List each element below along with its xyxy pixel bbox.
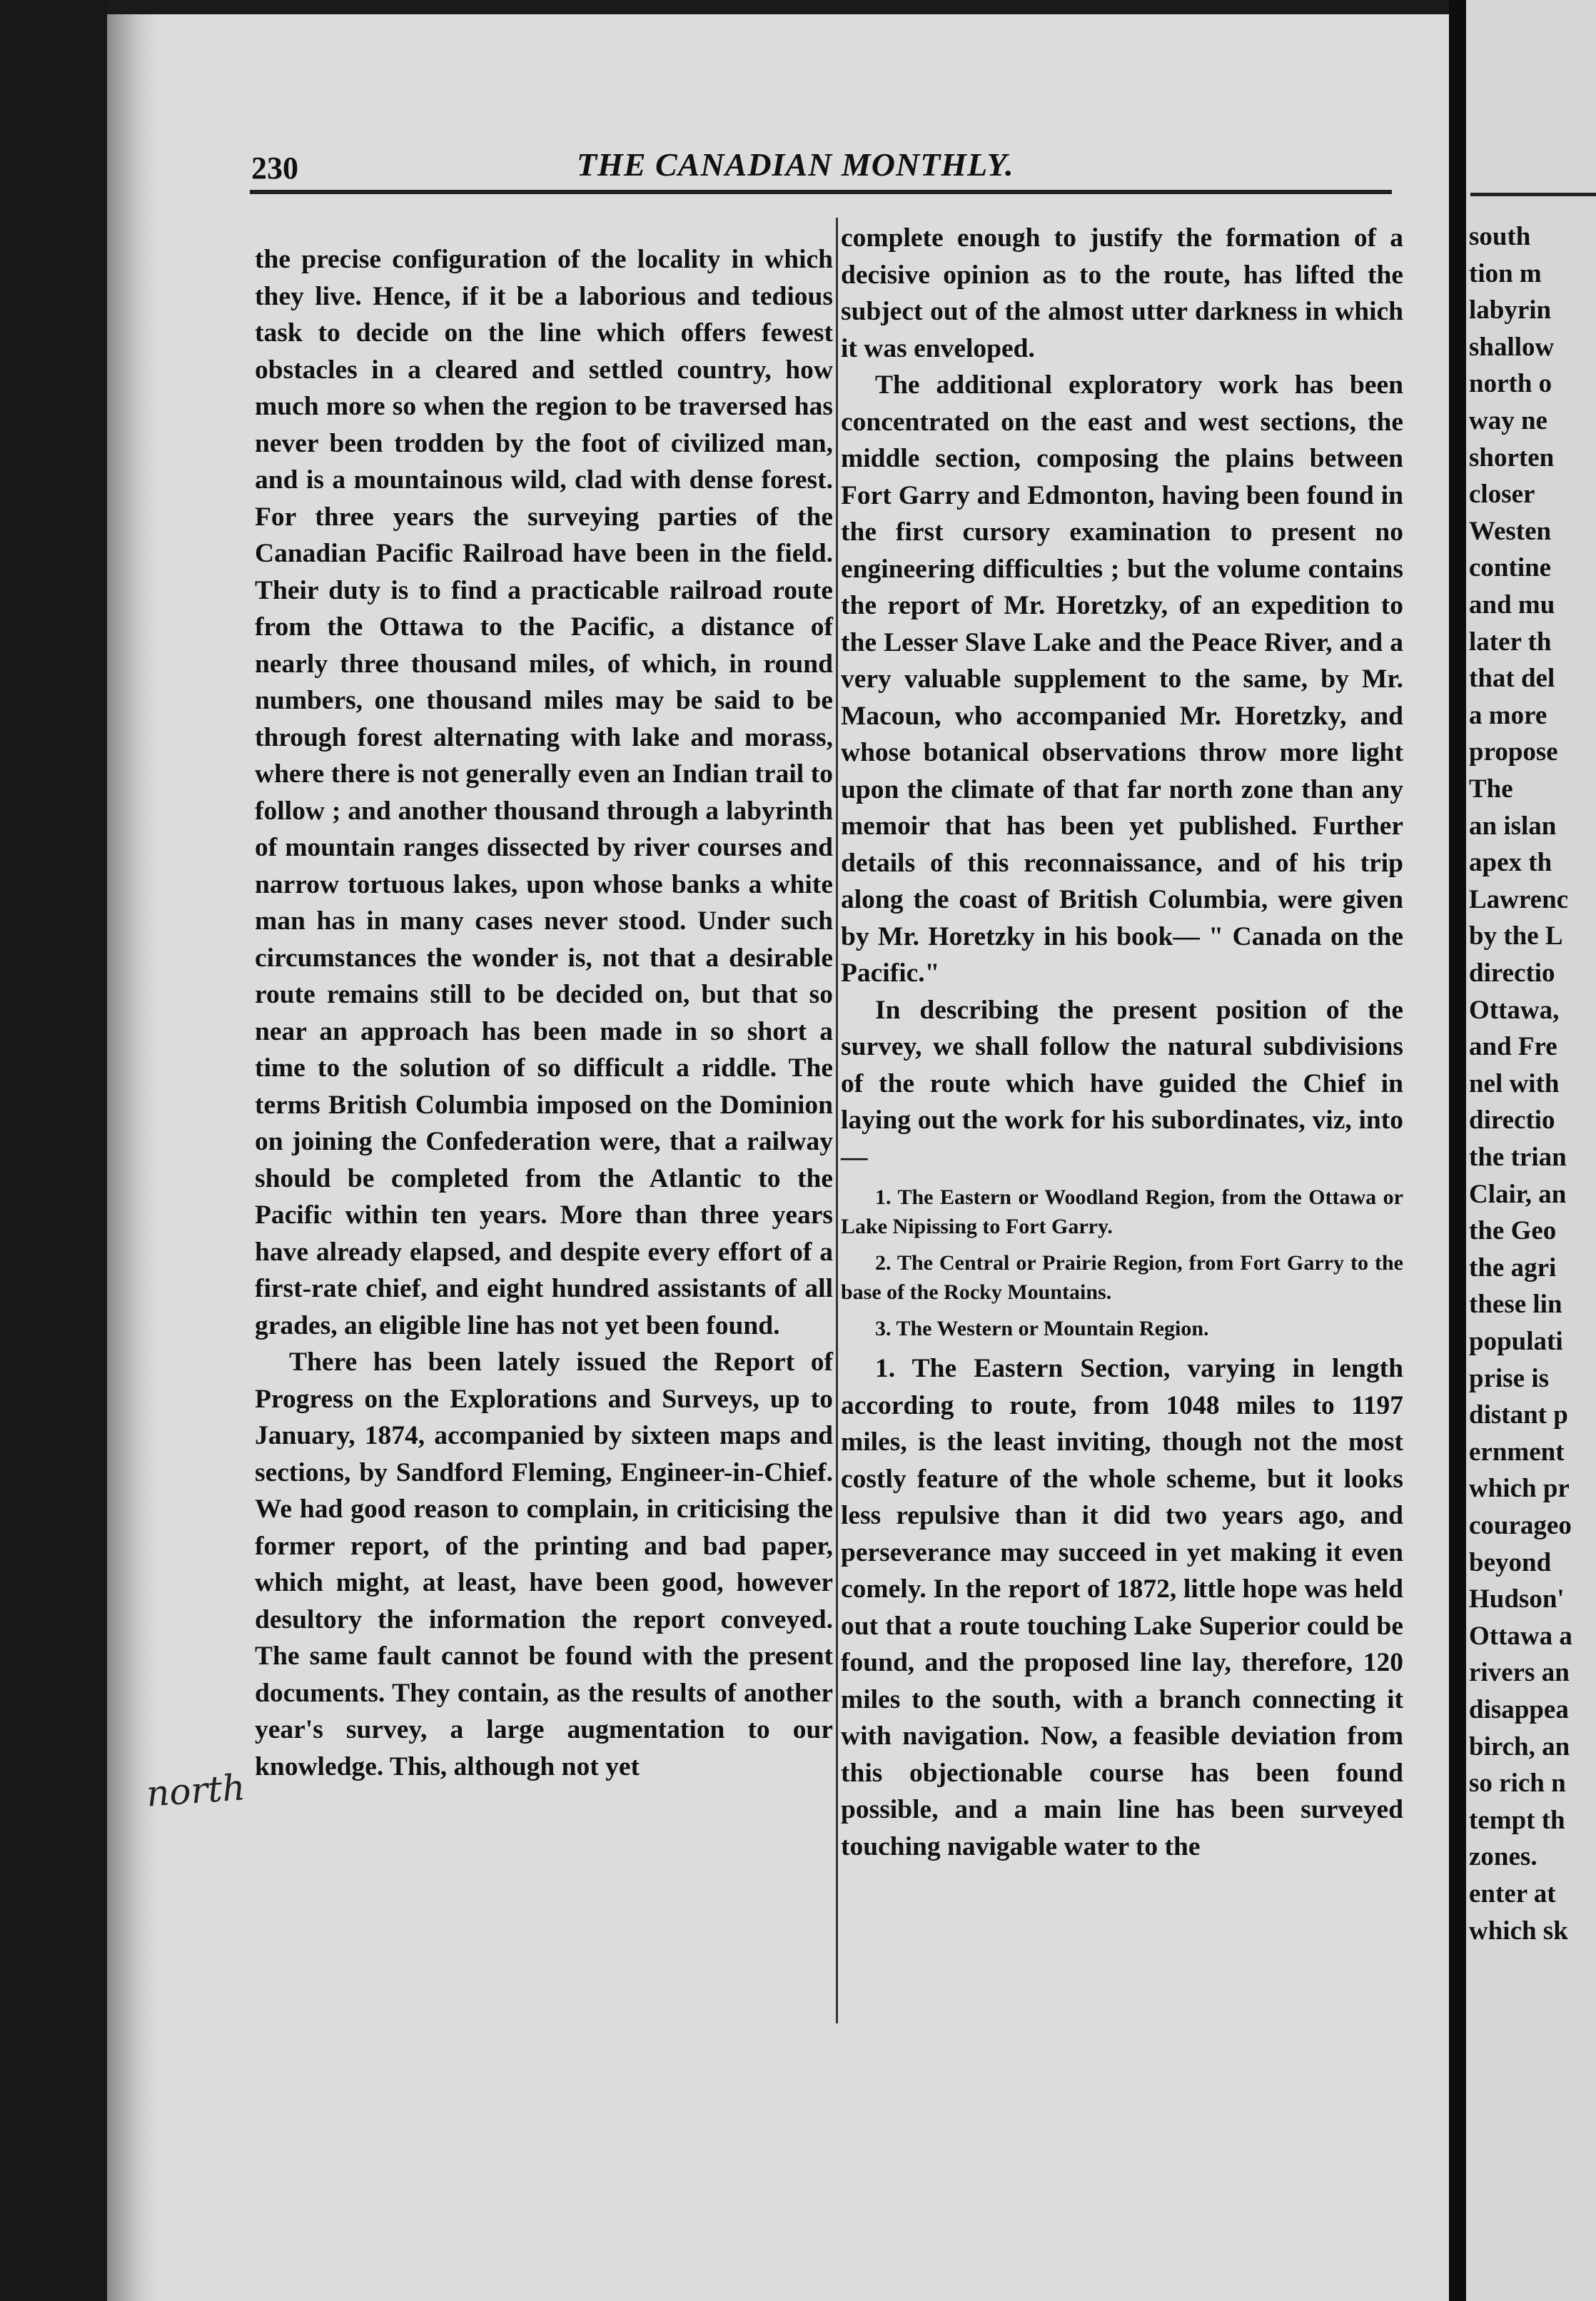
adjacent-page-line: so rich n — [1469, 1769, 1566, 1799]
adjacent-page-line: by the L — [1469, 921, 1563, 951]
adjacent-page-line: closer — [1469, 480, 1535, 510]
paragraph: the precise configuration of the locality in which they live. Hence, if it be a laborious and tedious task to decide on the line which offers fewest obstacles in a cleared and settled country, how much more so when the region to be traversed has never been trodden by the foot of civilized man, and is a mountainous wild, clad with dense forest. For three years the surveying parties of the Canadian Pacific Railroad have been in the field. Their duty is to find a practicable railroad route from the Ottawa to the Pacific, a distance of nearly three thousand miles, of which, in round numbers, one thousand miles may be said to be through forest alternating with lake and morass, where there is not generally even an Indian trail to follow ; and another thousand through a labyrinth of mountain ranges dissected by river courses and narrow tortuous lakes, upon whose banks a white man has in many cases never stood. Under such circumstances the wonder is, not that a desirable route remains still to be decided on, but that so near an approach has been made in so short a time to the solution of so difficult a riddle. The terms British Columbia imposed on the Dominion on joining the Confederation were, that a railway should be completed from the Atlantic to the Pacific within ten years. More than three years have already elapsed, and despite every effort of a first-rate chief, and eight hundred assistants of all grades, an eligible line has not yet been found. — [255, 245, 833, 1340]
adjacent-page-line: the agri — [1469, 1253, 1557, 1283]
adjacent-page-line: these lin — [1469, 1290, 1562, 1320]
book-binding-gutter — [1449, 0, 1466, 2301]
adjacent-page-line: Ottawa a — [1469, 1621, 1572, 1651]
adjacent-page-line: directio — [1469, 959, 1555, 988]
adjacent-page-line: a more — [1469, 700, 1547, 730]
adjacent-page-line: contine — [1469, 553, 1552, 583]
adjacent-page-line: populati — [1469, 1327, 1563, 1356]
adjacent-page-line: Ottawa, — [1469, 995, 1560, 1025]
adjacent-page-line: shallow — [1469, 332, 1555, 362]
adjacent-page-line: the trian — [1469, 1143, 1567, 1172]
paragraph: 1. The Eastern Section, varying in length according to route, from 1048 miles to 1197 miles, is the least inviting, though not the most costly feature of the whole scheme, but it looks less repulsive than it did two years ago, and perseverance may succeed in yet making it even comely. In the report of 1872, little hope was held out that a route touching Lake Superior could be found, and the proposed line lay, therefore, 120 miles to the south, with a branch connecting it with navigation. Now, a feasible deviation from this objectionable course has been found possible, and a main line has been surveyed touching navigable water to the — [841, 1354, 1403, 1861]
adjacent-page-line: and Fre — [1469, 1032, 1557, 1062]
adjacent-page-line: directio — [1469, 1106, 1555, 1136]
adjacent-page-line: propose — [1469, 737, 1558, 767]
adjacent-page-line: tempt th — [1469, 1805, 1565, 1835]
adjacent-page-line: ernment — [1469, 1437, 1565, 1467]
adjacent-page-line: Lawrenc — [1469, 884, 1569, 914]
column-right — [841, 220, 1403, 1865]
adjacent-page-line: and mu — [1469, 590, 1555, 620]
paragraph: complete enough to justify the formation of a decisive opinion as to the route, has lifted the subject out of the almost utter darkness in which it was enveloped. — [841, 223, 1403, 363]
adjacent-page-line: disappea — [1469, 1695, 1569, 1724]
adjacent-page-line: which pr — [1469, 1474, 1570, 1504]
adjacent-page-line: south — [1469, 222, 1531, 251]
paragraph: There has been lately issued the Report of Progress on the Explorations and Surveys, up to January, 1874, accompanied by sixteen maps and sections, by Sandford Fleming, Engineer-in-Chief. We had good reason to complain, in criticising the former report, of the printing and bad paper, which might, at least, have been good, however desultory the information the report conveyed. The same fault cannot be found with the present documents. They contain, as the results of another year's survey, a large augmentation to our knowledge. This, although not yet — [255, 1347, 833, 1781]
column-left — [255, 241, 833, 1785]
page-edge-shadow — [107, 14, 157, 2301]
list-item: 1. The Eastern or Woodland Region, from the Ottawa or Lake Nipissing to Fort Garry. — [841, 1185, 1403, 1238]
adjacent-page-line: prise is — [1469, 1363, 1550, 1393]
adjacent-page-line: which sk — [1469, 1916, 1568, 1946]
page-number: 230 — [251, 151, 298, 186]
adjacent-page-line: Hudson' — [1469, 1584, 1565, 1614]
adjacent-page-line: enter at — [1469, 1879, 1556, 1908]
adjacent-page-line: north o — [1469, 369, 1552, 399]
adjacent-page-line: courageo — [1469, 1511, 1572, 1540]
adjacent-header-rule — [1470, 193, 1596, 196]
scan-background-left — [0, 0, 107, 2301]
adjacent-page-line: beyond — [1469, 1547, 1552, 1577]
header-rule — [250, 190, 1392, 194]
list-item: 3. The Western or Mountain Region. — [875, 1317, 1209, 1340]
adjacent-page-line: tion m — [1469, 258, 1542, 288]
adjacent-page-line: distant p — [1469, 1400, 1568, 1430]
paragraph: In describing the present position of the survey, we shall follow the natural subdivisions of the route which have guided the Chief in laying out the work for his subordinates, viz, into— — [841, 995, 1403, 1172]
column-divider — [836, 218, 838, 2023]
adjacent-page-line: apex th — [1469, 848, 1552, 878]
adjacent-page-line: zones. — [1469, 1842, 1537, 1872]
adjacent-page-line: the Geo — [1469, 1216, 1557, 1246]
adjacent-page-line: rivers an — [1469, 1658, 1570, 1688]
adjacent-page-line: The — [1469, 774, 1513, 804]
adjacent-page-line: that del — [1469, 664, 1555, 694]
paragraph: The additional exploratory work has been concentrated on the east and west sections, the middle section, composing the plains between Fort Garry and Edmonton, having been found in the first cursory examination to present no engineering difficulties ; but the volume contains the report of Mr. Horetzky, of an expedition to the Lesser Slave Lake and the Peace River, and a very valuable supplement to the same, by Mr. Macoun, who accompanied Mr. Horetzky, and whose botanical observations throw more light upon the climate of that far north zone than any memoir that has been yet published. Further details of this reconnaissance, and of his trip along the coast of British Columbia, were given by Mr. Horetzky in his book— " Canada on the Pacific." — [841, 370, 1403, 988]
adjacent-page-line: shorten — [1469, 442, 1555, 472]
adjacent-page-line: Clair, an — [1469, 1179, 1567, 1209]
adjacent-page-line: Westen — [1469, 516, 1552, 546]
adjacent-page-line: nel with — [1469, 1068, 1560, 1098]
list-item: 2. The Central or Prairie Region, from Fort Garry to the base of the Rocky Mountains. — [841, 1251, 1403, 1304]
adjacent-page-line: birch, an — [1469, 1731, 1570, 1761]
adjacent-page-line: later th — [1469, 627, 1552, 657]
adjacent-page-line: way ne — [1469, 406, 1547, 435]
running-head: THE CANADIAN MONTHLY. — [577, 146, 1014, 183]
handwritten-margin-note: north — [145, 1766, 247, 1815]
adjacent-page-line: labyrin — [1469, 295, 1552, 325]
adjacent-page-line: an islan — [1469, 811, 1557, 841]
